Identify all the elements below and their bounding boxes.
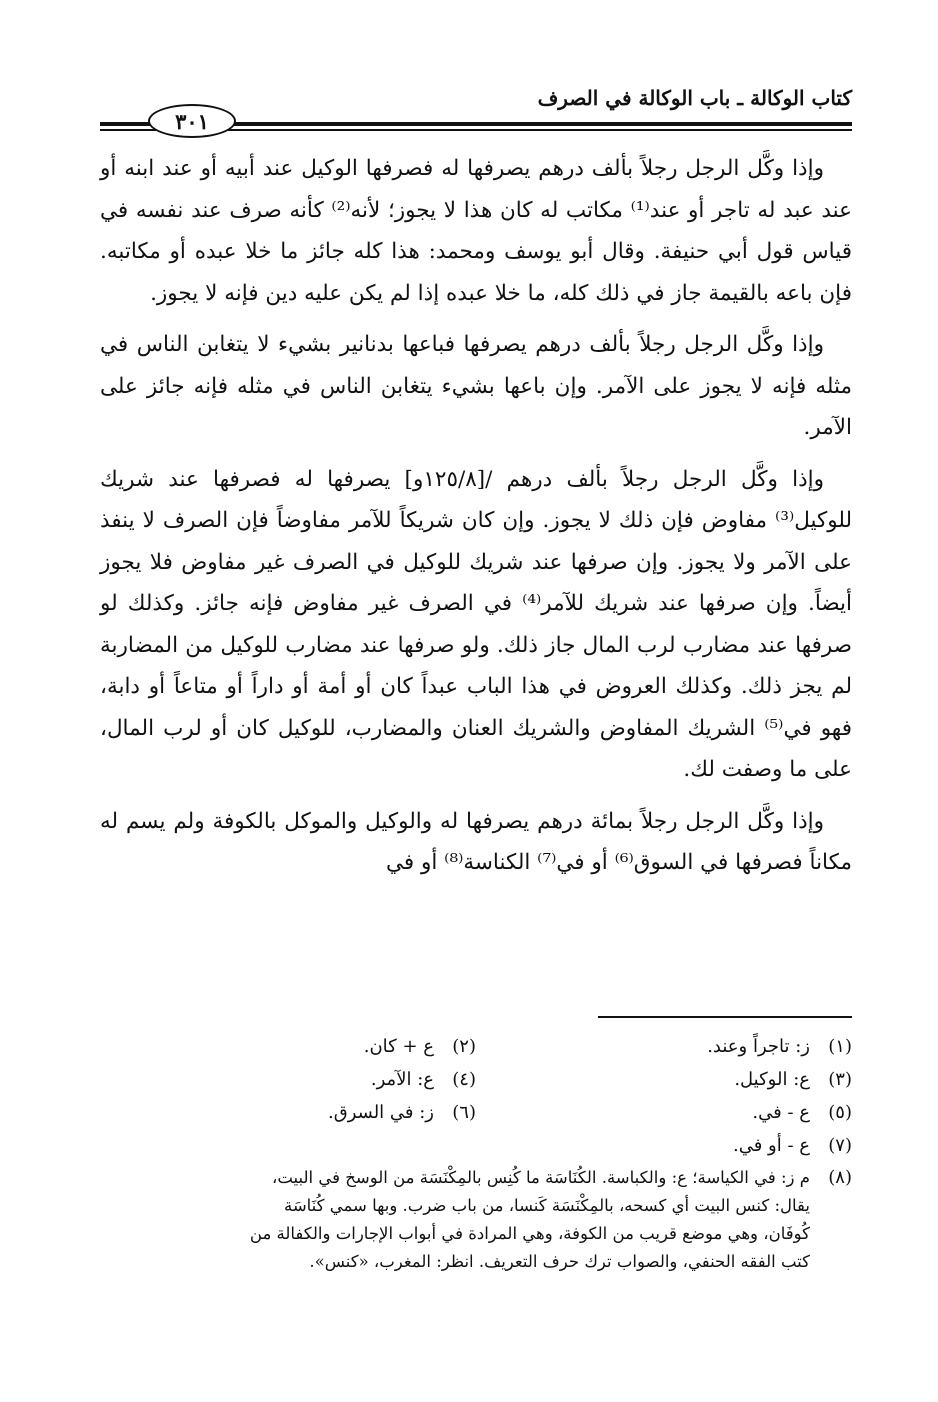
footnote-number: (٧) — [828, 1135, 852, 1156]
footnote-long — [100, 1164, 852, 1276]
footnote-text: ع - أو في. — [732, 1135, 810, 1156]
page-number: ٣٠١ — [175, 108, 209, 134]
paragraph — [100, 148, 852, 314]
footnote-number: (٦) — [452, 1102, 476, 1123]
footnote-separator — [598, 1016, 852, 1018]
footnote-number: (٣) — [828, 1069, 852, 1090]
footnote — [476, 1030, 852, 1063]
footnote-number: (٤) — [452, 1069, 476, 1090]
paragraph-text: وإذا وكَّل الرجل رجلاً بمائة درهم يصرفها له والوكيل والموكل بالكوفة ولم يسم له مكاناً فصرفها في السوق⁽⁶⁾ أو في⁽⁷⁾ الكناسة⁽⁸⁾ أو في — [100, 808, 852, 875]
footnote-line: كتب الفقه الحنفي، والصواب ترك حرف التعريف. انظر: المغرب، «كنس». — [309, 1252, 810, 1271]
footnote — [100, 1063, 476, 1096]
footnote-number: (٨) — [828, 1167, 852, 1188]
running-head: كتاب الوكالة ـ باب الوكالة في الصرف — [537, 86, 852, 110]
footnote — [100, 1096, 476, 1129]
footnote-line: كُوفَان، وهي موضع قريب من الكوفة، وهي المرادة في أبواب الإجارات والكفالة من — [249, 1224, 810, 1243]
footnote-line: م ز: في الكياسة؛ ع: والكباسة. الكُنَاسَة ما كُنِس بالمِكْنَسَة من الوسخ في البيت، — [272, 1168, 810, 1187]
footnote-number: (٢) — [452, 1036, 476, 1057]
footnote-number: (١) — [828, 1036, 852, 1057]
page-number-frame — [148, 104, 236, 138]
footnote-number: (٥) — [828, 1102, 852, 1123]
footnote — [476, 1096, 852, 1129]
paragraph-text: وإذا وكَّل الرجل رجلاً بألف درهم يصرفها له فصرفها الوكيل عند أبيه أو عند ابنه أو عند عبد له تاجر أو عند⁽¹⁾ مكاتب له كان هذا لا يجوز؛ لأنه⁽²⁾ كأنه صرف عند نفسه في قياس قول أبي حنيفة. وقال أبو يوسف ومحمد: هذا كله جائز ما خلا عبده أو مكاتبه. فإن باعه بالقيمة جاز في ذلك كله، ما خلا عبده إذا لم يكن عليه دين فإنه لا يجوز. — [100, 156, 852, 306]
paragraph-text: وإذا وكَّل الرجل رجلاً بألف درهم /[١٢٥/٨و] يصرفها له فصرفها عند شريك للوكيل⁽³⁾ مفاوض فإن ذلك لا يجوز. وإن كان شريكاً للآمر مفاوضاً فإن الصرف لا ينفذ على الآمر ولا يجوز. وإن صرفها عند شريك للوكيل في الصرف غير مفاوض فلا يجوز أيضاً. وإن صرفها عند شريك للآمر⁽⁴⁾ في الصرف غير مفاوض فإنه جائز. وكذلك لو صرفها عند مضارب لرب المال جاز ذلك. ولو صرفها عند مضارب للوكيل من المضاربة لم يجز ذلك. وكذلك العروض في هذا الباب عبداً كان أو أمة أو داراً أو متاعاً أو دابة، فهو في⁽⁵⁾ الشريك المفاوض والشريك العنان والمضارب، للوكيل كان أو لرب المال، على ما وصفت لك. — [100, 466, 852, 782]
footnote-line: يقال: كنس البيت أي كسحه، بالمِكْنَسَة كَنسا، من باب ضرب. وبها سمي كُنَاسَة — [283, 1196, 810, 1215]
paragraph — [100, 801, 852, 884]
footnote — [476, 1063, 852, 1096]
footnote — [476, 1129, 852, 1162]
footnote-text: ع: الآمر. — [370, 1069, 434, 1090]
main-text — [100, 148, 852, 894]
footnote-text: ز: في السرق. — [328, 1102, 434, 1123]
footnote-text: ع + كان. — [363, 1036, 434, 1057]
footnotes — [100, 1030, 852, 1276]
footnote-text: ع - في. — [752, 1102, 810, 1123]
footnote-text: ز: تاجراً وعند. — [707, 1036, 810, 1057]
paragraph — [100, 324, 852, 449]
footnote-text: ع: الوكيل. — [734, 1069, 810, 1090]
page-header — [100, 78, 852, 134]
footnote — [100, 1030, 476, 1063]
footnote-grid — [100, 1030, 852, 1162]
paragraph-text: وإذا وكَّل الرجل رجلاً بألف درهم يصرفها فباعها بدنانير بشيء لا يتغابن الناس في مثله فإنه لا يجوز على الآمر. وإن باعها بشيء يتغابن الناس في مثله فإنه جائز على الآمر. — [100, 332, 852, 440]
paragraph — [100, 459, 852, 791]
